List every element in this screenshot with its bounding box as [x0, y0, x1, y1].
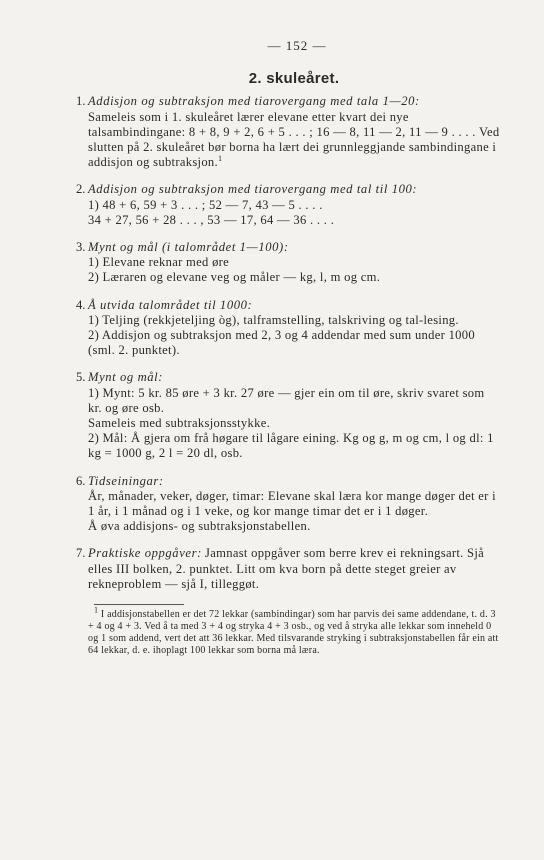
page-number: — 152 —	[267, 38, 327, 53]
paragraph: 2) Mål: Å gjera om frå høgare til lågare eining. Kg og g, m og cm, l og dl: 1 kg = 1000 g, 2 l = 20 dl, osb.	[88, 431, 494, 461]
footnote	[88, 605, 500, 657]
section-title: Addisjon og subtraksjon med tiarovergang med tala 1—20:	[88, 94, 420, 109]
section-body	[88, 110, 500, 171]
paragraph: Å øva addisjons- og subtraksjonstabellen.	[88, 519, 311, 534]
paragraph: 1) 48 + 6, 59 + 3 . . . ; 52 — 7, 43 — 5 . . . .	[88, 197, 323, 212]
section-number: 4.	[76, 297, 86, 312]
section-1	[76, 94, 500, 170]
paragraph: Sameleis med subtraksjonsstykke.	[88, 416, 271, 431]
footnote-marker: 1	[217, 154, 223, 164]
paragraph: 34 + 27, 56 + 28 . . . , 53 — 17, 64 — 36 . . . .	[88, 212, 335, 227]
section-number: 6.	[76, 473, 86, 488]
section-5	[76, 370, 500, 461]
footnote-divider	[94, 604, 184, 605]
paragraph: 2) Addisjon og subtraksjon med 2, 3 og 4 addendar med sum under 1000 (sml. 2. punktet).	[88, 328, 475, 358]
section-title: Addisjon og subtraksjon med tiarovergang med tal til 100:	[88, 182, 418, 197]
paragraph: Jamnast oppgåver som berre krev ei rekningsart. Sjå elles III bolken, 2. punktet. Litt om kva born på dette steget greier av rekneproblem — sjå I, tilleggøt.	[88, 546, 485, 591]
paragraph: Sameleis som i 1. skuleåret lærer elevane etter kvart dei nye talsambindingane: 8 + 8, 9 + 2, 6 + 5 . . . ; 16 — 8, 11 — 2, 11 — 9 . . . . Ved slutten på 2. skuleåret bør borna ha lært dei grunnleggjande sambindingane i addisjon og subtraksjon.	[88, 109, 500, 170]
section-title: Tidseiningar:	[88, 473, 164, 488]
section-6	[76, 473, 500, 535]
section-number: 1.	[76, 94, 86, 109]
footnote-text: I addisjonstabellen er det 72 lekkar (sambindingar) som har parvis dei same addendane, t. d. 3 + 4 og 4 + 3. Ved å ta med 3 + 4 og stryka 4 + 3 osb., og ved å stryka alle lekkar som inneheld 0 og 1 som addend, vert det att 36 lekkar. Med tilsvarande stryking i subtraksjonstabellen får ein att 64 lekkar, d. e. ihoplagt 100 lekkar som borna må læra.	[88, 609, 499, 657]
section-title: Å utvida talområdet til 1000:	[88, 297, 253, 312]
section-4	[76, 297, 500, 359]
section-number: 7.	[76, 546, 86, 561]
section-number: 5.	[76, 370, 86, 385]
section-7	[76, 546, 500, 592]
paragraph: 1) Mynt: 5 kr. 85 øre + 3 kr. 27 øre — gjer ein om til øre, skriv svaret som kr. og øre osb.	[88, 385, 485, 415]
section-title: Praktiske oppgåver:	[88, 546, 202, 561]
section-title: Mynt og mål (i talområdet 1—100):	[88, 240, 289, 255]
paragraph: År, månader, veker, døger, timar: Elevane skal læra kor mange døger det er i 1 år, i 1 månad og i 1 veke, og kor mange timar det er i 1 døger.	[88, 488, 496, 519]
section-number: 3.	[76, 240, 86, 255]
footnote-marker: 1	[94, 605, 99, 615]
section-2	[76, 182, 500, 228]
paragraph: 2) Læraren og elevane veg og måler — kg, l, m og cm.	[88, 270, 381, 285]
chapter-heading: 2. skuleåret.	[248, 70, 340, 88]
page	[76, 38, 500, 657]
paragraph: 1) Teljing (rekkjeteljing òg), talframstelling, talskriving og tal-lesing.	[88, 312, 459, 327]
section-number: 2.	[76, 182, 86, 197]
section-title: Mynt og mål:	[88, 370, 164, 385]
section-3	[76, 240, 500, 286]
paragraph: 1) Elevane reknar med øre	[88, 255, 230, 270]
